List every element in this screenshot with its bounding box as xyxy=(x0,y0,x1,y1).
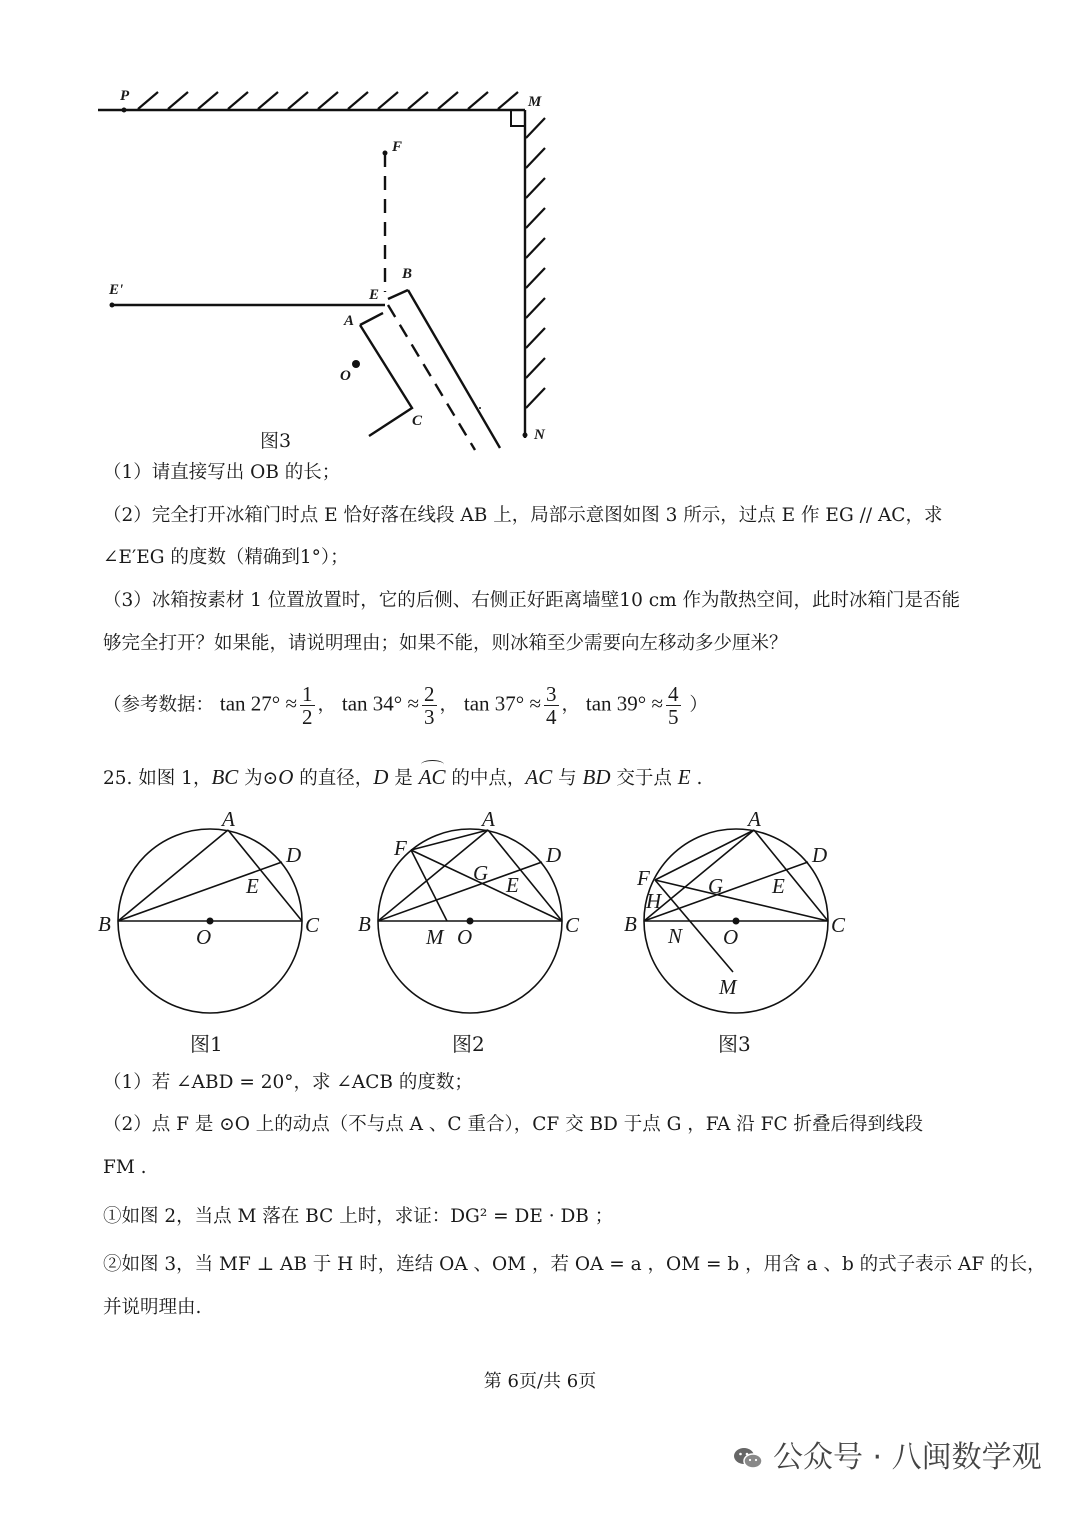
fig2-label-d: D xyxy=(546,843,562,867)
fig1-label-o: O xyxy=(196,925,212,949)
point-label-a: A xyxy=(344,313,355,329)
point-label-e-prime: E' xyxy=(109,282,124,298)
fig2-label-b: B xyxy=(358,912,371,936)
fig3-label-d: D xyxy=(812,843,828,867)
figure3-caption: 图3 xyxy=(260,430,292,452)
fridge-diagram xyxy=(90,80,570,460)
fig3-label-b: B xyxy=(624,912,637,936)
point-label-m: M xyxy=(528,94,542,110)
point-label-b: B xyxy=(402,266,413,282)
wechat-icon xyxy=(733,1446,763,1470)
point-label-p: P xyxy=(120,88,130,104)
q25-intro: 25. 如图 1，BC 为⊙O 的直径，D 是 AC 的中点，AC 与 BD 交于点 E . xyxy=(103,765,703,789)
point-label-o: O xyxy=(340,368,351,384)
fig3-label-c: C xyxy=(831,913,846,937)
fig3-caption: 图3 xyxy=(718,1032,751,1056)
fig3-label-g: G xyxy=(708,874,724,898)
q25-part2-line1: （2）点 F 是 ⊙O 上的动点（不与点 A 、C 重合），CF 交 BD 于点 G ，FA 沿 FC 折叠后得到线段 xyxy=(103,1114,924,1135)
fig2-label-g: G xyxy=(473,861,489,885)
fig2-label-c: C xyxy=(565,913,580,937)
point-label-e: E xyxy=(369,287,380,303)
watermark: 公众号 · 八闽数学观 xyxy=(733,1432,1042,1476)
fig3-label-f: F xyxy=(637,866,650,890)
q25-part2-sub2-line1: ②如图 3，当 MF ⊥ AB 于 H 时，连结 OA 、OM ，若 OA = a ，OM = b ，用含 a 、b 的式子表示 AF 的长， xyxy=(103,1254,1046,1275)
fig1-caption: 图1 xyxy=(190,1032,223,1056)
q24-part3-line2: 够完全打开？如果能，请说明理由；如果不能，则冰箱至少需要向左移动多少厘米？ xyxy=(103,633,788,654)
fig3-label-n: N xyxy=(668,924,683,948)
q25-part2-line2: FM . xyxy=(103,1157,147,1178)
q24-part2-line2: ∠E′EG 的度数（精确到1°）； xyxy=(103,547,349,568)
fig3-label-o: O xyxy=(723,925,739,949)
fig2-label-o: O xyxy=(457,925,473,949)
fig3-label-m: M xyxy=(719,975,737,999)
circle-figures xyxy=(0,800,1080,1060)
q24-reference-data: （参考数据： tan 27° ≈ $\frac{1}{2}$ ， tan 34° ≈ $\frac{2}{3}$ ， tan 37° ≈ $\frac{3}{4}$ ， tan 39° ≈ $\frac{4}{5}$ ） xyxy=(103,682,708,729)
point-label-c: C xyxy=(412,413,423,429)
point-label-f: F xyxy=(392,139,403,155)
q24-part1: （1）请直接写出 OB 的长； xyxy=(103,462,341,483)
fig2-label-e: E xyxy=(506,873,519,897)
page-footer: 第 6页/共 6页 xyxy=(483,1371,597,1392)
fig2-label-a: A xyxy=(482,807,495,831)
fig2-label-m: M xyxy=(426,925,444,949)
fig1-label-a: A xyxy=(222,807,235,831)
q24-part2-line1: （2）完全打开冰箱门时点 E 恰好落在线段 AB 上，局部示意图如图 3 所示，过点 E 作 EG // AC，求 xyxy=(103,505,943,526)
fig1-label-e: E xyxy=(246,874,259,898)
fig2-caption: 图2 xyxy=(452,1032,485,1056)
q24-part3-line1: （3）冰箱按素材 1 位置放置时，它的后侧、右侧正好距离墙壁10 cm 作为散热空间，此时冰箱门是否能 xyxy=(103,590,961,611)
fig1-label-b: B xyxy=(98,912,111,936)
q25-part2-sub2-line2: 并说明理由. xyxy=(103,1297,202,1318)
fig2-label-f: F xyxy=(394,836,407,860)
fig3-label-h: H xyxy=(646,889,662,913)
q25-part1: （1）若 ∠ABD = 20°，求 ∠ACB 的度数； xyxy=(103,1072,473,1093)
fig3-label-e: E xyxy=(772,874,785,898)
q25-part2-sub1: ①如图 2，当点 M 落在 BC 上时，求证：DG² = DE · DB ； xyxy=(103,1206,614,1227)
fig3-label-a: A xyxy=(748,807,761,831)
fig1-label-c: C xyxy=(305,913,320,937)
point-label-n: N xyxy=(534,427,545,443)
fig1-label-d: D xyxy=(286,843,302,867)
